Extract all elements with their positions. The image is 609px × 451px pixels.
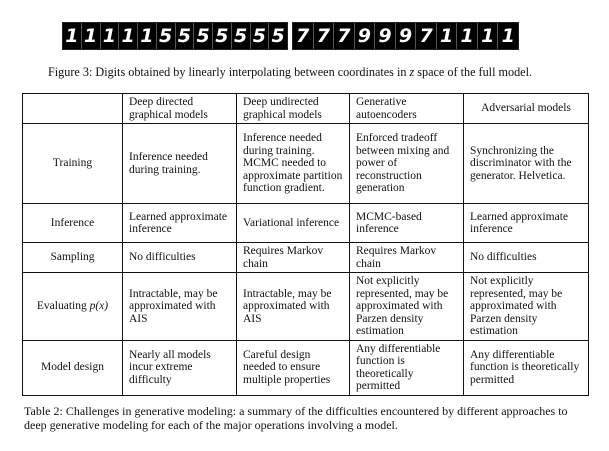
table-cell: Requires Markov chain [237,243,350,273]
header-generative-autoencoders: Generative autoencoders [350,94,464,124]
row-label-evaluating-math: p(x) [89,300,109,312]
row-label-sampling: Sampling [23,243,123,273]
digit-cell: 1 [119,23,138,49]
digit-cell: 9 [355,23,376,49]
digit-cell: 7 [293,23,314,49]
table-cell: Any differentiable function is theoretically permitted [464,340,589,395]
table-cell: Learned approximate inference [464,204,589,243]
digit-strip-right [292,22,519,50]
table-cell: MCMC-based inference [350,204,464,243]
table-cell: Enforced tradeoff between mixing and power of reconstruction generation [350,124,464,204]
digit-cell: 5 [176,23,195,49]
table-cell: No difficulties [123,243,237,273]
row-label-inference: Inference [23,204,123,243]
digit-cell: 7 [314,23,335,49]
digit-cell: 1 [63,23,82,49]
table-cell: Inference needed during training. MCMC needed to approximate partition function gradient. [237,124,350,204]
digit-cell: 1 [457,23,478,49]
comparison-table [22,93,589,396]
table-cell: Intractable, may be approximated with AIS [237,273,350,341]
table-cell: Any differentiable function is theoretically permitted [350,340,464,395]
digit-cell: 9 [396,23,417,49]
digit-cell: 9 [375,23,396,49]
digit-cell: 7 [416,23,437,49]
digit-cell: 1 [437,23,458,49]
table-row-inference [23,204,589,243]
digit-cell: 1 [138,23,157,49]
table-cell: Nearly all models incur extreme difficulty [123,340,237,395]
header-adversarial-models: Adversarial models [464,94,589,124]
table-cell: Intractable, may be approximated with AIS [123,273,237,341]
table-cell: Learned approximate inference [123,204,237,243]
header-deep-undirected: Deep undirected graphical models [237,94,350,124]
row-label-training: Training [23,124,123,204]
table-cell: Synchronizing the discriminator with the generator. Helvetica. [464,124,589,204]
figure-caption-var: z [409,65,415,79]
header-corner-cell [23,94,123,124]
table-cell: Not explicitly represented, may be approximated with Parzen density estimation [464,273,589,341]
table-cell: Requires Markov chain [350,243,464,273]
figure-caption-prefix: Figure 3: Digits obtained by linearly interpolating between coordinates in [48,65,410,79]
figure-caption [48,65,532,80]
table-row-training [23,124,589,204]
table-cell: No difficulties [464,243,589,273]
table-cell: Variational inference [237,204,350,243]
digit-cell: 5 [232,23,251,49]
table-caption: Table 2: Challenges in generative modeling: a summary of the difficulties encountered by different approaches to deep generative modeling for each of the major operations involving a model. [24,404,568,432]
table-header-row [23,94,589,124]
digit-cell: 5 [157,23,176,49]
row-label-evaluating [23,273,123,341]
table-cell: Careful design needed to ensure multiple properties [237,340,350,395]
figure-caption-suffix: space of the full model. [414,65,533,79]
digit-cell: 1 [82,23,101,49]
table-row-evaluating [23,273,589,341]
digit-strip-left [62,22,288,50]
table-cell: Not explicitly represented, may be approximated with Parzen density estimation [350,273,464,341]
digit-cell: 7 [334,23,355,49]
digit-cell: 5 [251,23,270,49]
row-label-evaluating-text: Evaluating [36,300,90,312]
table-row-sampling [23,243,589,273]
table-cell: Inference needed during training. [123,124,237,204]
digit-cell: 5 [271,25,285,47]
row-label-model-design: Model design [23,340,123,395]
digit-cell: 1 [501,25,515,47]
digit-cell: 5 [194,23,213,49]
digit-cell: 1 [478,23,499,49]
header-deep-directed: Deep directed graphical models [123,94,237,124]
table-row-model-design [23,340,589,395]
digit-cell: 1 [101,23,120,49]
digit-cell: 5 [213,23,232,49]
